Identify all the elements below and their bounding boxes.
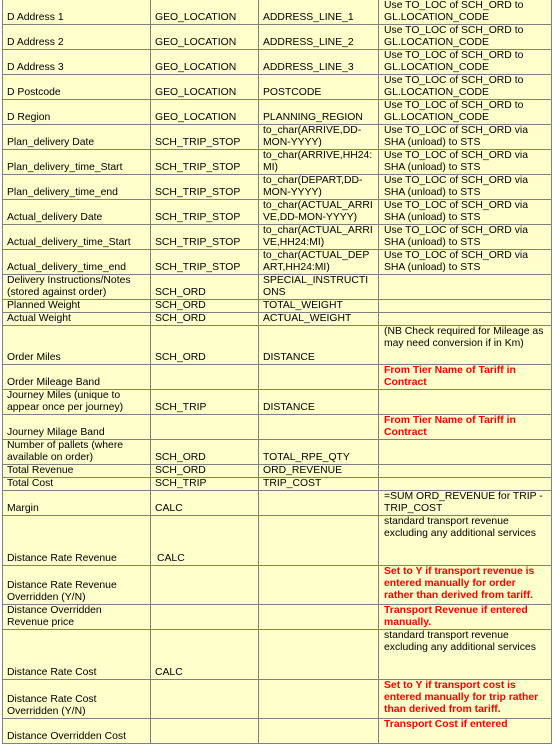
source-column-cell: DISTANCE [259, 390, 379, 415]
field-name-cell: D Address 2 [3, 25, 151, 50]
table-row [3, 313, 552, 326]
source-column-cell [259, 516, 379, 566]
source-table-cell: SCH_TRIP [151, 390, 259, 415]
field-name-cell: D Address 1 [3, 0, 151, 25]
source-column-cell: ORD_REVENUE [259, 465, 379, 478]
notes-cell: Use TO_LOC of SCH_ORD via SHA (unload) to STS [379, 225, 552, 250]
source-column-cell [259, 680, 379, 719]
notes-cell: Transport Cost if entered [379, 719, 552, 744]
source-column-cell [259, 491, 379, 516]
notes-cell: Transport Revenue if entered manually. [379, 605, 552, 630]
field-name-cell: Distance Overridden Cost [3, 719, 151, 744]
source-table-cell: SCH_TRIP_STOP [151, 225, 259, 250]
table-row [3, 630, 552, 680]
table-row [3, 150, 552, 175]
mapping-table [2, 0, 552, 744]
field-name-cell: Journey Miles (unique to appear once per journey) [3, 390, 151, 415]
notes-cell: Use TO_LOC of SCH_ORD to GL.LOCATION_CODE [379, 50, 552, 75]
source-table-cell: SCH_ORD [151, 440, 259, 465]
source-column-cell: to_char(ACTUAL_ARRIVE,HH24:MI) [259, 225, 379, 250]
field-name-cell: Total Cost [3, 478, 151, 491]
field-name-cell: Total Revenue [3, 465, 151, 478]
field-name-cell: Actual_delivery_time_end [3, 250, 151, 275]
source-table-cell: GEO_LOCATION [151, 100, 259, 125]
table-row [3, 100, 552, 125]
table-row [3, 0, 552, 25]
notes-cell [379, 465, 552, 478]
source-column-cell: to_char(ACTUAL_DEPART,HH24:MI) [259, 250, 379, 275]
field-name-cell: D Postcode [3, 75, 151, 100]
source-table-cell [151, 605, 259, 630]
notes-cell: Use TO_LOC of SCH_ORD via SHA (unload) to STS [379, 250, 552, 275]
source-column-cell: SPECIAL_INSTRUCTIONS [259, 275, 379, 300]
notes-cell: From Tier Name of Tariff in Contract [379, 365, 552, 390]
source-column-cell: to_char(DEPART,DD-MON-YYYY) [259, 175, 379, 200]
table-row [3, 75, 552, 100]
notes-cell: Use TO_LOC of SCH_ORD to GL.LOCATION_CODE [379, 0, 552, 25]
notes-cell [379, 478, 552, 491]
source-column-cell: PLANNING_REGION [259, 100, 379, 125]
source-table-cell [151, 719, 259, 744]
notes-cell: Use TO_LOC of SCH_ORD via SHA (unload) to STS [379, 200, 552, 225]
table-row [3, 478, 552, 491]
table-row [3, 300, 552, 313]
table-row [3, 719, 552, 744]
table-row [3, 390, 552, 415]
source-table-cell: GEO_LOCATION [151, 0, 259, 25]
source-column-cell: ADDRESS_LINE_3 [259, 50, 379, 75]
notes-cell: Set to Y if transport cost is entered manually for trip rather than derived from tariff. [379, 680, 552, 719]
notes-cell: (NB Check required for Mileage as may need conversion if in Km) [379, 326, 552, 365]
source-table-cell: SCH_TRIP_STOP [151, 175, 259, 200]
field-name-cell: Order Mileage Band [3, 365, 151, 390]
table-row [3, 605, 552, 630]
notes-cell [379, 300, 552, 313]
source-table-cell: SCH_TRIP_STOP [151, 250, 259, 275]
table-row [3, 125, 552, 150]
source-column-cell [259, 365, 379, 390]
table-row [3, 465, 552, 478]
source-table-cell: CALC [151, 630, 259, 680]
field-name-cell: Actual Weight [3, 313, 151, 326]
source-table-cell: SCH_TRIP_STOP [151, 200, 259, 225]
field-name-cell: Plan_delivery Date [3, 125, 151, 150]
field-name-cell: Delivery Instructions/Notes (stored against order) [3, 275, 151, 300]
table-row [3, 680, 552, 719]
table-row [3, 225, 552, 250]
notes-cell: Use TO_LOC of SCH_ORD via SHA (unload) to STS [379, 150, 552, 175]
source-column-cell: to_char(ACTUAL_ARRIVE,DD-MON-YYYY) [259, 200, 379, 225]
source-table-cell: SCH_TRIP [151, 478, 259, 491]
field-name-cell: Distance Rate Revenue [3, 516, 151, 566]
field-name-cell: Actual_delivery_time_Start [3, 225, 151, 250]
source-table-cell: CALC [151, 491, 259, 516]
notes-cell: =SUM ORD_REVENUE for TRIP - TRIP_COST [379, 491, 552, 516]
source-table-cell [151, 680, 259, 719]
table-row [3, 50, 552, 75]
source-column-cell: ADDRESS_LINE_1 [259, 0, 379, 25]
table-row [3, 516, 552, 566]
notes-cell: Use TO_LOC of SCH_ORD to GL.LOCATION_CODE [379, 25, 552, 50]
notes-cell: Use TO_LOC of SCH_ORD via SHA (unload) to STS [379, 175, 552, 200]
table-row [3, 275, 552, 300]
source-table-cell: SCH_ORD [151, 300, 259, 313]
field-name-cell: Distance Rate Cost Overridden (Y/N) [3, 680, 151, 719]
field-name-cell: Plan_delivery_time_Start [3, 150, 151, 175]
source-table-cell: SCH_ORD [151, 326, 259, 365]
table-row [3, 415, 552, 440]
source-column-cell [259, 630, 379, 680]
field-name-cell: Actual_delivery Date [3, 200, 151, 225]
source-column-cell [259, 719, 379, 744]
source-table-cell: GEO_LOCATION [151, 50, 259, 75]
field-name-cell: Distance Overridden Revenue price [3, 605, 151, 630]
source-table-cell: SCH_ORD [151, 275, 259, 300]
table-row [3, 440, 552, 465]
field-name-cell: Order Miles [3, 326, 151, 365]
source-column-cell: ADDRESS_LINE_2 [259, 25, 379, 50]
source-column-cell: POSTCODE [259, 75, 379, 100]
notes-cell: standard transport revenue excluding any additional services [379, 630, 552, 680]
source-column-cell: to_char(ARRIVE,HH24:MI) [259, 150, 379, 175]
notes-cell [379, 275, 552, 300]
table-row [3, 200, 552, 225]
source-column-cell [259, 566, 379, 605]
source-table-cell [151, 566, 259, 605]
table-row [3, 326, 552, 365]
field-name-cell: D Address 3 [3, 50, 151, 75]
notes-cell: standard transport revenue excluding any additional services [379, 516, 552, 566]
source-column-cell [259, 605, 379, 630]
field-name-cell: Planned Weight [3, 300, 151, 313]
source-column-cell [259, 415, 379, 440]
table-row [3, 25, 552, 50]
source-table-cell: CALC [151, 516, 259, 566]
source-column-cell: TRIP_COST [259, 478, 379, 491]
source-table-cell: SCH_ORD [151, 313, 259, 326]
source-column-cell: DISTANCE [259, 326, 379, 365]
table-row [3, 491, 552, 516]
field-name-cell: Journey Milage Band [3, 415, 151, 440]
source-table-cell [151, 415, 259, 440]
notes-cell [379, 440, 552, 465]
notes-cell: Use TO_LOC of SCH_ORD to GL.LOCATION_CODE [379, 75, 552, 100]
field-name-cell: Distance Rate Cost [3, 630, 151, 680]
source-column-cell: TOTAL_RPE_QTY [259, 440, 379, 465]
notes-cell: Set to Y if transport revenue is entered manually for order rather than derived from tariff. [379, 566, 552, 605]
field-name-cell: Distance Rate Revenue Overridden (Y/N) [3, 566, 151, 605]
notes-cell: Use TO_LOC of SCH_ORD via SHA (unload) to STS [379, 125, 552, 150]
notes-cell [379, 390, 552, 415]
source-column-cell: TOTAL_WEIGHT [259, 300, 379, 313]
table-row [3, 365, 552, 390]
notes-cell: Use TO_LOC of SCH_ORD to GL.LOCATION_CODE [379, 100, 552, 125]
source-table-cell: GEO_LOCATION [151, 25, 259, 50]
mapping-table-body [3, 0, 552, 744]
source-table-cell: SCH_ORD [151, 465, 259, 478]
source-column-cell: ACTUAL_WEIGHT [259, 313, 379, 326]
table-row [3, 250, 552, 275]
source-table-cell: SCH_TRIP_STOP [151, 125, 259, 150]
notes-cell: From Tier Name of Tariff in Contract [379, 415, 552, 440]
field-name-cell: Plan_delivery_time_end [3, 175, 151, 200]
source-table-cell [151, 365, 259, 390]
table-row [3, 566, 552, 605]
source-table-cell: SCH_TRIP_STOP [151, 150, 259, 175]
table-row [3, 175, 552, 200]
source-table-cell: GEO_LOCATION [151, 75, 259, 100]
field-name-cell: Margin [3, 491, 151, 516]
notes-cell [379, 313, 552, 326]
source-column-cell: to_char(ARRIVE,DD-MON-YYYY) [259, 125, 379, 150]
field-name-cell: Number of pallets (where available on order) [3, 440, 151, 465]
field-name-cell: D Region [3, 100, 151, 125]
